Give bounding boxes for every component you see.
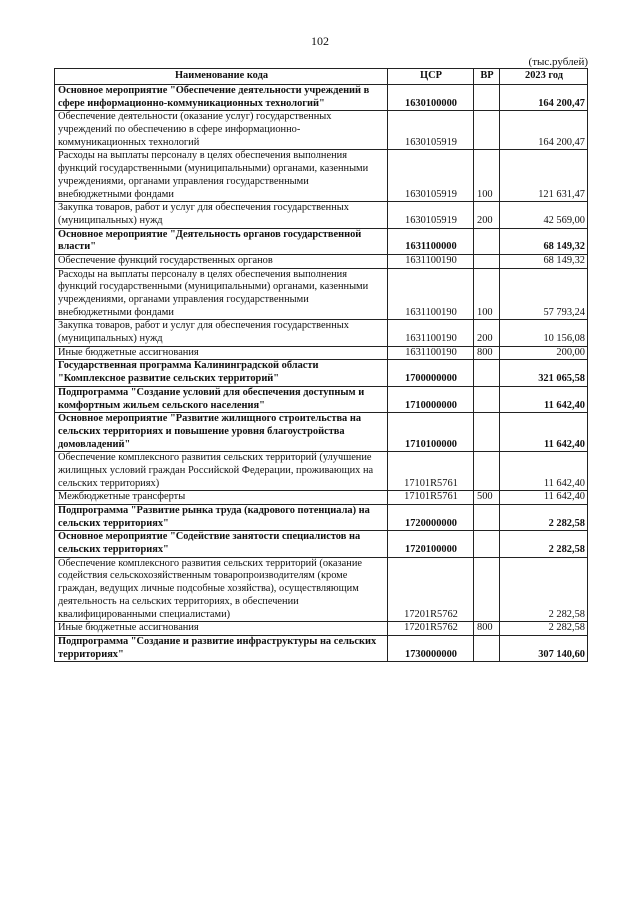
row-sum-cell: 164 200,47 <box>500 85 588 111</box>
table-row <box>55 557 588 621</box>
row-sum-cell: 164 200,47 <box>500 111 588 150</box>
row-csr-cell: 1710100000 <box>388 413 474 452</box>
row-sum-cell: 121 631,47 <box>500 150 588 202</box>
row-name-cell: Основное мероприятие "Развитие жилищного строительства на сельских территориях и повышение уровня благоустройства домовладений" <box>55 413 388 452</box>
row-name-cell: Основное мероприятие "Обеспечение деятельности учреждений в сфере информационно-коммуникационных технологий" <box>55 85 388 111</box>
row-csr-cell: 1720000000 <box>388 505 474 531</box>
row-csr-cell: 1730000000 <box>388 635 474 661</box>
row-sum-cell: 57 793,24 <box>500 268 588 320</box>
table-row <box>55 413 588 452</box>
row-sum-cell: 42 569,00 <box>500 202 588 228</box>
table-header-row <box>55 69 588 85</box>
row-name-cell: Подпрограмма "Создание и развитие инфраструктуры на сельских территориях" <box>55 635 388 661</box>
row-name-cell: Расходы на выплаты персоналу в целях обеспечения выполнения функций государственными (муниципальными) органами, казенными учреждениями, органами управления государственными внебюджетными фондами <box>55 268 388 320</box>
row-vr-cell: 800 <box>474 346 500 360</box>
row-name-cell: Обеспечение деятельности (оказание услуг) государственных учреждений по обеспечению в сфере информационно-коммуникационных технологий <box>55 111 388 150</box>
row-name-cell: Закупка товаров, работ и услуг для обеспечения государственных (муниципальных) нужд <box>55 202 388 228</box>
row-name-cell: Межбюджетные трансферты <box>55 491 388 505</box>
table-body <box>55 85 588 662</box>
row-vr-cell: 500 <box>474 491 500 505</box>
row-vr-cell <box>474 452 500 491</box>
row-csr-cell: 1630105919 <box>388 150 474 202</box>
row-csr-cell: 1631100190 <box>388 346 474 360</box>
row-sum-cell: 68 149,32 <box>500 254 588 268</box>
row-name-cell: Подпрограмма "Развитие рынка труда (кадрового потенциала) на сельских территориях" <box>55 505 388 531</box>
row-csr-cell: 1720100000 <box>388 531 474 557</box>
table-row <box>55 85 588 111</box>
column-header-csr: ЦСР <box>388 69 474 85</box>
units-label: (тыс.рублей) <box>528 56 588 68</box>
row-name-cell: Основное мероприятие "Деятельность органов государственной власти" <box>55 228 388 254</box>
row-sum-cell: 2 282,58 <box>500 557 588 621</box>
row-sum-cell: 200,00 <box>500 346 588 360</box>
table-row <box>55 111 588 150</box>
column-header-year: 2023 год <box>500 69 588 85</box>
row-csr-cell: 17201R5762 <box>388 622 474 636</box>
row-vr-cell: 100 <box>474 150 500 202</box>
row-name-cell: Государственная программа Калининградской области "Комплексное развитие сельских территорий" <box>55 360 388 386</box>
row-name-cell: Обеспечение комплексного развития сельских территорий (оказание содействия сельскохозяйственным товаропроизводителям (кроме граждан, ведущих личные подсобные хозяйства), осуществляющим деятельность на сельских территориях, в обеспечении квалифицированными специалистами) <box>55 557 388 621</box>
row-vr-cell <box>474 228 500 254</box>
row-csr-cell: 1710000000 <box>388 386 474 412</box>
table-row <box>55 635 588 661</box>
table-row <box>55 228 588 254</box>
row-sum-cell: 2 282,58 <box>500 505 588 531</box>
row-name-cell: Основное мероприятие "Содействие занятости специалистов на сельских территориях" <box>55 531 388 557</box>
table-row <box>55 254 588 268</box>
row-sum-cell: 307 140,60 <box>500 635 588 661</box>
table-row <box>55 452 588 491</box>
column-header-name: Наименование кода <box>55 69 388 85</box>
table-row <box>55 360 588 386</box>
row-vr-cell <box>474 360 500 386</box>
row-vr-cell <box>474 111 500 150</box>
table-row <box>55 491 588 505</box>
row-csr-cell: 1630105919 <box>388 111 474 150</box>
table-row <box>55 202 588 228</box>
row-sum-cell: 2 282,58 <box>500 531 588 557</box>
row-csr-cell: 1631100000 <box>388 228 474 254</box>
row-csr-cell: 17201R5762 <box>388 557 474 621</box>
row-csr-cell: 1700000000 <box>388 360 474 386</box>
row-sum-cell: 11 642,40 <box>500 452 588 491</box>
row-sum-cell: 11 642,40 <box>500 491 588 505</box>
page-number: 102 <box>311 34 329 48</box>
row-csr-cell: 17101R5761 <box>388 452 474 491</box>
budget-table <box>54 68 588 662</box>
row-vr-cell: 800 <box>474 622 500 636</box>
row-name-cell: Обеспечение функций государственных органов <box>55 254 388 268</box>
table-row <box>55 386 588 412</box>
row-vr-cell <box>474 254 500 268</box>
row-sum-cell: 321 065,58 <box>500 360 588 386</box>
row-vr-cell <box>474 635 500 661</box>
table-row <box>55 150 588 202</box>
row-csr-cell: 1630105919 <box>388 202 474 228</box>
table-row <box>55 505 588 531</box>
row-csr-cell: 1630100000 <box>388 85 474 111</box>
table-row <box>55 268 588 320</box>
row-vr-cell <box>474 531 500 557</box>
row-vr-cell <box>474 557 500 621</box>
row-sum-cell: 2 282,58 <box>500 622 588 636</box>
row-name-cell: Иные бюджетные ассигнования <box>55 346 388 360</box>
row-name-cell: Обеспечение комплексного развития сельских территорий (улучшение жилищных условий граждан Российской Федерации, проживающих на сельских территориях) <box>55 452 388 491</box>
row-csr-cell: 1631100190 <box>388 254 474 268</box>
row-sum-cell: 68 149,32 <box>500 228 588 254</box>
row-sum-cell: 11 642,40 <box>500 413 588 452</box>
row-csr-cell: 1631100190 <box>388 320 474 346</box>
row-csr-cell: 1631100190 <box>388 268 474 320</box>
row-vr-cell <box>474 413 500 452</box>
row-name-cell: Подпрограмма "Создание условий для обеспечения доступным и комфортным жильем сельского населения" <box>55 386 388 412</box>
table-row <box>55 320 588 346</box>
table-row <box>55 622 588 636</box>
column-header-vr: ВР <box>474 69 500 85</box>
row-csr-cell: 17101R5761 <box>388 491 474 505</box>
row-vr-cell: 200 <box>474 202 500 228</box>
row-sum-cell: 11 642,40 <box>500 386 588 412</box>
table-row <box>55 346 588 360</box>
row-vr-cell <box>474 505 500 531</box>
row-vr-cell <box>474 85 500 111</box>
row-sum-cell: 10 156,08 <box>500 320 588 346</box>
row-vr-cell: 100 <box>474 268 500 320</box>
row-name-cell: Закупка товаров, работ и услуг для обеспечения государственных (муниципальных) нужд <box>55 320 388 346</box>
row-vr-cell <box>474 386 500 412</box>
row-name-cell: Иные бюджетные ассигнования <box>55 622 388 636</box>
row-name-cell: Расходы на выплаты персоналу в целях обеспечения выполнения функций государственными (муниципальными) органами, казенными учреждениями, органами управления государственными внебюджетными фондами <box>55 150 388 202</box>
row-vr-cell: 200 <box>474 320 500 346</box>
table-row <box>55 531 588 557</box>
